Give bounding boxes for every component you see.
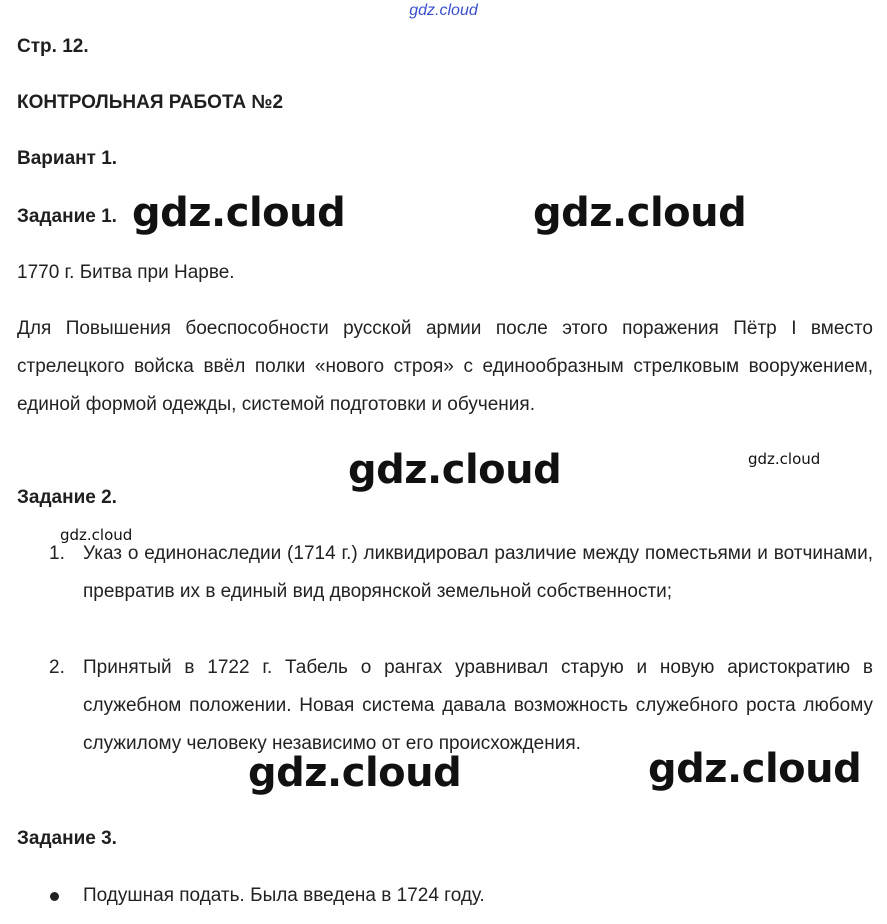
bullet-marker [50,892,59,901]
watermark: gdz.cloud [533,190,747,236]
watermark: gdz.cloud [748,450,821,468]
list-item-text: Подушная подать. Была введена в 1724 году. [83,885,485,906]
list-item-text: Принятый в 1722 г. Табель о рангах уравнивал старую и новую аристократию в служебном положении. Новая система давала возможность служебного роста любому служилому человеку независимо от его происхождения. [83,657,873,754]
list-item-text: Указ о единонаследии (1714 г.) ликвидировал различие между поместьями и вотчинами, превратив их в единый вид дворянской земельной собственности; [83,543,873,602]
task3-heading: Задание 3. [17,828,117,849]
variant-heading: Вариант 1. [17,148,118,169]
watermark: gdz.cloud [60,526,133,544]
page-reference: Стр. 12. [17,36,89,57]
task1-heading: Задание 1. [17,206,117,227]
list-item-number: 2. [49,657,65,678]
top-watermark: gdz.cloud [409,2,478,19]
watermark: gdz.cloud [648,746,862,792]
task2-heading: Задание 2. [17,487,117,508]
watermark: gdz.cloud [132,190,346,236]
list-item-number: 1. [49,543,65,564]
task1-paragraph: Для Повышения боеспособности русской армии после этого поражения Пётр I вместо стрелецкого войска ввёл полки «нового строя» с единообразным стрелковым вооружением, единой формой одежды, системой подготовки и обучения. [17,318,873,415]
task1-line: 1770 г. Битва при Нарве. [17,262,235,283]
watermark: gdz.cloud [248,750,462,796]
document-title: КОНТРОЛЬНАЯ РАБОТА №2 [17,92,284,113]
watermark: gdz.cloud [348,447,562,493]
